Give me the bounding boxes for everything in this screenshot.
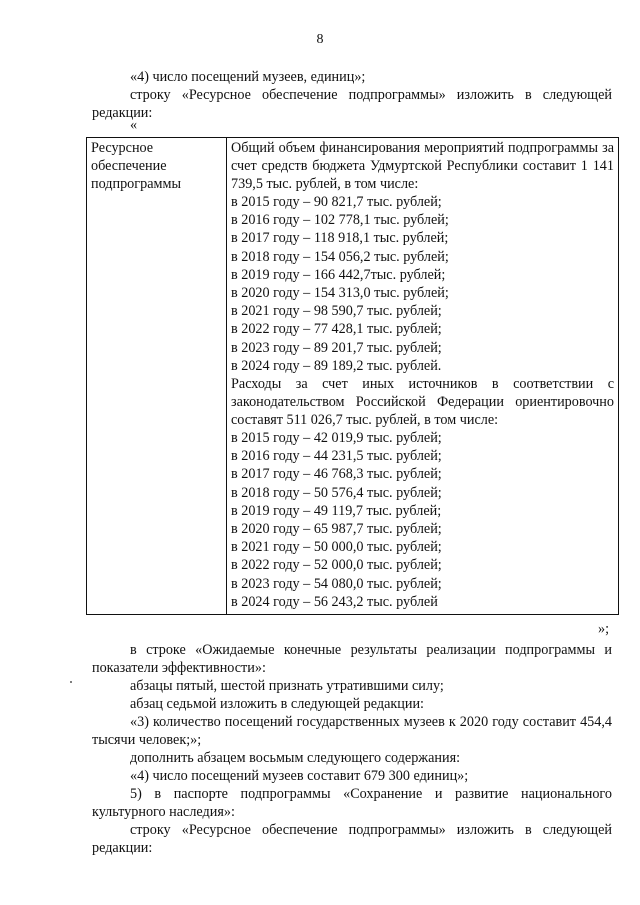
table-content-cell xyxy=(227,138,619,615)
closing-quote: »; xyxy=(598,621,610,637)
other-year-line: в 2018 году – 50 576,4 тыс. рублей; xyxy=(231,484,442,501)
budget-year-line: в 2023 году – 89 201,7 тыс. рублей; xyxy=(231,339,442,356)
intro-paragraph-1: «4) число посещений музеев, единиц»; xyxy=(130,69,366,85)
budget-year-line: в 2024 году – 89 189,2 тыс. рублей. xyxy=(231,357,442,374)
intro-paragraph-2: строку «Ресурсное обеспечение подпрограммы» изложить в следующей редакции: xyxy=(92,87,612,121)
other-years-list xyxy=(231,429,614,611)
budget-year-line: в 2021 году – 98 590,7 тыс. рублей; xyxy=(231,303,442,320)
after-paragraph: 5) в паспорте подпрограммы «Сохранение и развитие национального культурного наследия»: xyxy=(92,786,612,820)
table-label-cell: Ресурсное обеспечение подпрограммы xyxy=(87,138,227,615)
other-year-line: в 2019 году – 49 119,7 тыс. рублей; xyxy=(231,502,442,519)
budget-year-line: в 2020 году – 154 313,0 тыс. рублей; xyxy=(231,285,449,302)
other-year-line: в 2021 году – 50 000,0 тыс. рублей; xyxy=(231,539,442,556)
other-sources-intro: Расходы за счет иных источников в соответствии с законодательством Российской Федерации ориентировочно составят 511 026,7 тыс. рублей, в том числе: xyxy=(231,376,614,429)
scan-speck xyxy=(70,681,72,683)
budget-year-line: в 2016 году – 102 778,1 тыс. рублей; xyxy=(231,212,449,229)
other-year-line: в 2024 году – 56 243,2 тыс. рублей xyxy=(231,593,438,610)
after-paragraph: в строке «Ожидаемые конечные результаты реализации подпрограммы и показатели эффективности»: xyxy=(92,642,612,676)
budget-year-line: в 2018 году – 154 056,2 тыс. рублей; xyxy=(231,248,449,265)
after-paragraph: абзац седьмой изложить в следующей редакции: xyxy=(130,696,425,712)
page-number: 8 xyxy=(316,32,324,47)
other-year-line: в 2016 году – 44 231,5 тыс. рублей; xyxy=(231,448,442,465)
after-block xyxy=(92,641,612,857)
opening-quote: « xyxy=(130,117,138,133)
budget-years-list xyxy=(231,193,614,375)
other-year-line: в 2017 году – 46 768,3 тыс. рублей; xyxy=(231,466,442,483)
budget-intro: Общий объем финансирования мероприятий подпрограммы за счет средств бюджета Удмуртской Республики составит 1 141 739,5 тыс. рублей, в том числе: xyxy=(231,140,614,192)
intro-block xyxy=(92,68,612,122)
other-year-line: в 2020 году – 65 987,7 тыс. рублей; xyxy=(231,521,442,538)
after-paragraph: строку «Ресурсное обеспечение подпрограммы» изложить в следующей редакции: xyxy=(92,822,612,856)
after-paragraph: «3) количество посещений государственных музеев к 2020 году составит 454,4 тысячи человек;»; xyxy=(92,714,612,748)
after-paragraph: «4) число посещений музеев составит 679 300 единиц»; xyxy=(130,768,469,784)
resource-table xyxy=(86,137,619,615)
budget-year-line: в 2022 году – 77 428,1 тыс. рублей; xyxy=(231,321,442,338)
other-year-line: в 2022 году – 52 000,0 тыс. рублей; xyxy=(231,557,442,574)
table-row xyxy=(87,138,619,615)
after-paragraph: дополнить абзацем восьмым следующего содержания: xyxy=(130,750,461,766)
budget-year-line: в 2015 году – 90 821,7 тыс. рублей; xyxy=(231,194,442,210)
other-year-line: в 2015 году – 42 019,9 тыс. рублей; xyxy=(231,430,442,447)
after-paragraph: абзацы пятый, шестой признать утратившими силу; xyxy=(130,678,444,694)
other-year-line: в 2023 году – 54 080,0 тыс. рублей; xyxy=(231,575,442,592)
budget-year-line: в 2017 году – 118 918,1 тыс. рублей; xyxy=(231,230,449,247)
budget-year-line: в 2019 году – 166 442,7тыс. рублей; xyxy=(231,266,446,283)
